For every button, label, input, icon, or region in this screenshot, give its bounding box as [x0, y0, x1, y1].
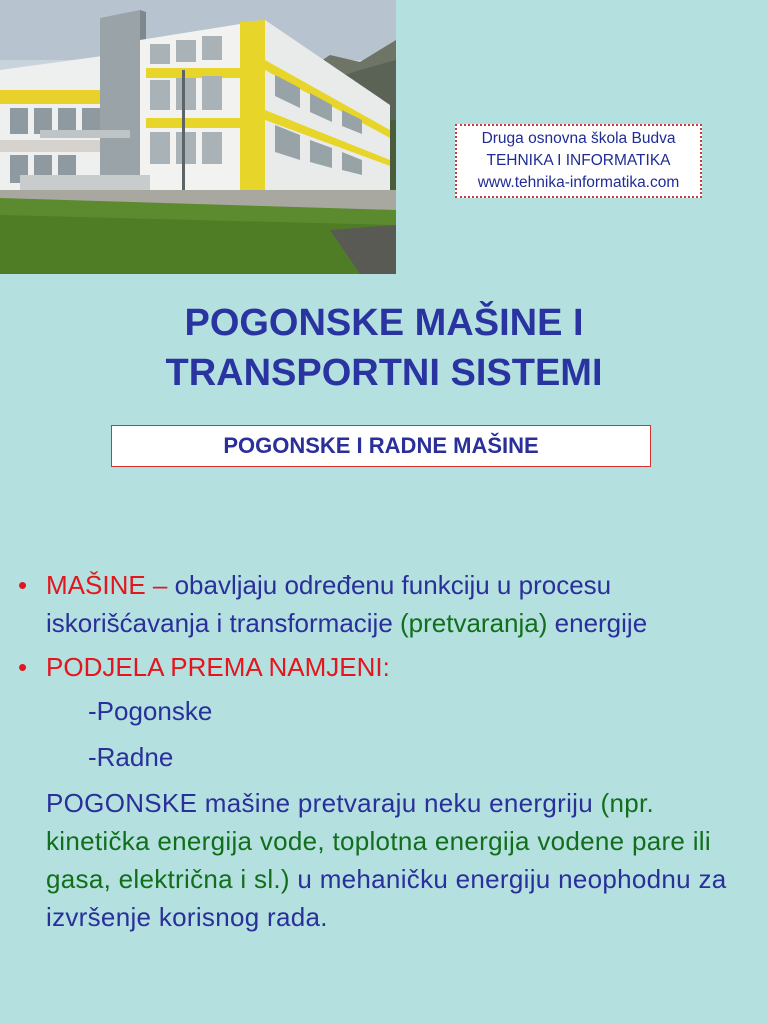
bullet-podjela: [0, 648, 768, 686]
bullet-marker: •: [18, 570, 28, 600]
content-body: [0, 566, 768, 936]
bullet-marker: •: [18, 652, 28, 682]
website-link[interactable]: www.tehnika-informatika.com: [477, 174, 680, 191]
paragraph-end: u mehaničku energiju neophodnu za izvršenje korisnog rada.: [46, 864, 727, 932]
classification-heading: PODJELA PREMA NAMJENI:: [46, 652, 390, 682]
definition-parenthetical: (pretvaranja): [400, 608, 548, 638]
explanation-paragraph: [0, 784, 768, 936]
list-item-pogonske: -Pogonske: [88, 696, 213, 726]
school-building-photo: [0, 0, 396, 274]
school-name: Druga osnovna škola Budva: [481, 130, 676, 147]
definition-end: energije: [547, 608, 648, 638]
title-line-1: POGONSKE MAŠINE I: [184, 302, 584, 344]
school-info-box: [455, 124, 702, 198]
bullet-masine: [0, 566, 768, 642]
paragraph-examples: (npr. kinetička energija vode, toplotna energija vodene pare ili gasa, električna i sl.): [46, 788, 711, 894]
section-subtitle: POGONSKE I RADNE MAŠINE: [111, 425, 651, 467]
title-line-2: TRANSPORTNI SISTEMI: [165, 352, 603, 394]
list-item-radne: -Radne: [88, 742, 174, 772]
subject-name: TEHNIKA I INFORMATIKA: [486, 152, 671, 169]
paragraph-start: POGONSKE mašine pretvaraju neku energriju: [46, 788, 601, 818]
term-masine: MAŠINE –: [46, 570, 168, 600]
page-title: [0, 298, 768, 398]
definition-text: obavljaju određenu funkciju u procesu iskorišćavanja i transformacije: [46, 570, 612, 638]
